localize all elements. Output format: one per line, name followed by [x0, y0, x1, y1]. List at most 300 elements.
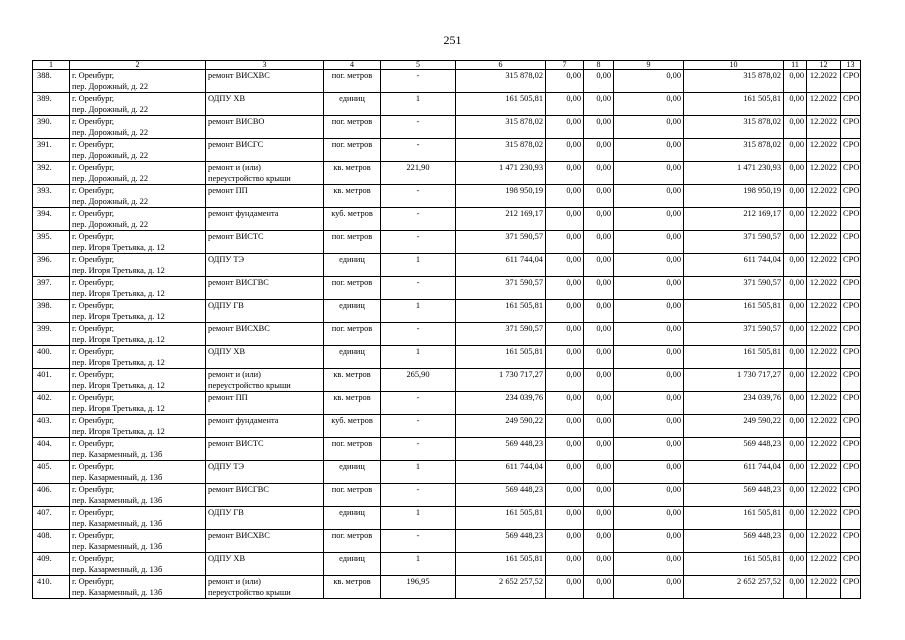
cost-cell: 0,00 [584, 139, 614, 162]
work-type-line-1: ремонт ВИСТС [208, 439, 264, 448]
volume-cell: 1 [381, 346, 456, 369]
unit-cell: куб. метров [324, 415, 381, 438]
cost-cell: 0,00 [784, 369, 807, 392]
method-cell: СРО [841, 553, 861, 576]
cost-cell: 0,00 [584, 162, 614, 185]
unit-cell: пог. метров [324, 139, 381, 162]
cost-cell: 0,00 [784, 208, 807, 231]
deadline-cell: 12.2022 [807, 208, 841, 231]
method-cell: СРО [841, 208, 861, 231]
row-number-cell: 391. [33, 139, 70, 162]
address-cell [70, 553, 206, 576]
table-row [33, 507, 861, 530]
address-cell [70, 231, 206, 254]
unit-cell: единиц [324, 300, 381, 323]
row-number-cell: 407. [33, 507, 70, 530]
method-cell: СРО [841, 139, 861, 162]
work-type-cell [206, 116, 324, 139]
volume-cell: 221,90 [381, 162, 456, 185]
method-cell: СРО [841, 323, 861, 346]
method-cell: СРО [841, 369, 861, 392]
method-cell: СРО [841, 576, 861, 599]
cost-cell: 0,00 [614, 461, 684, 484]
fund-cost-cell: 315 878,02 [684, 139, 784, 162]
cost-cell: 0,00 [584, 185, 614, 208]
cost-cell: 0,00 [546, 461, 584, 484]
address-line-1: г. Оренбург, [72, 439, 115, 448]
method-cell: СРО [841, 254, 861, 277]
cost-cell: 0,00 [546, 438, 584, 461]
table-row [33, 139, 861, 162]
address-line-2: пер. Казарменный, д. 13б [72, 450, 163, 459]
cost-cell: 0,00 [784, 507, 807, 530]
volume-cell: - [381, 116, 456, 139]
cost-cell: 0,00 [546, 346, 584, 369]
cost-cell: 0,00 [584, 553, 614, 576]
address-line-2: пер. Игоря Третьяка, д. 12 [72, 381, 165, 390]
cost-cell: 0,00 [546, 300, 584, 323]
work-type-line-1: ОДПУ ХВ [208, 347, 246, 356]
work-type-cell [206, 415, 324, 438]
total-cost-cell: 161 505,81 [456, 507, 546, 530]
cost-cell: 0,00 [546, 254, 584, 277]
header-cell: 6 [456, 61, 546, 70]
header-cell: 5 [381, 61, 456, 70]
address-line-1: г. Оренбург, [72, 393, 115, 402]
total-cost-cell: 315 878,02 [456, 116, 546, 139]
address-line-1: г. Оренбург, [72, 577, 115, 586]
address-line-2: пер. Игоря Третьяка, д. 12 [72, 404, 165, 413]
cost-cell: 0,00 [546, 162, 584, 185]
work-type-cell [206, 576, 324, 599]
volume-cell: - [381, 323, 456, 346]
total-cost-cell: 2 652 257,52 [456, 576, 546, 599]
fund-cost-cell: 161 505,81 [684, 507, 784, 530]
cost-cell: 0,00 [784, 139, 807, 162]
work-type-line-1: ремонт ПП [208, 393, 248, 402]
cost-cell: 0,00 [784, 300, 807, 323]
address-cell [70, 185, 206, 208]
volume-cell: - [381, 231, 456, 254]
deadline-cell: 12.2022 [807, 392, 841, 415]
total-cost-cell: 569 448,23 [456, 484, 546, 507]
header-cell: 8 [584, 61, 614, 70]
address-line-2: пер. Игоря Третьяка, д. 12 [72, 358, 165, 367]
method-cell: СРО [841, 530, 861, 553]
table-row [33, 277, 861, 300]
cost-cell: 0,00 [614, 323, 684, 346]
unit-cell: пог. метров [324, 530, 381, 553]
row-number-cell: 389. [33, 93, 70, 116]
work-type-cell [206, 162, 324, 185]
fund-cost-cell: 611 744,04 [684, 461, 784, 484]
deadline-cell: 12.2022 [807, 530, 841, 553]
table-row [33, 576, 861, 599]
row-number-cell: 400. [33, 346, 70, 369]
cost-cell: 0,00 [546, 139, 584, 162]
cost-cell: 0,00 [614, 208, 684, 231]
address-line-1: г. Оренбург, [72, 554, 115, 563]
table-row [33, 70, 861, 93]
work-type-cell [206, 277, 324, 300]
cost-cell: 0,00 [584, 392, 614, 415]
cost-cell: 0,00 [546, 323, 584, 346]
address-line-2: пер. Дорожный, д. 22 [72, 128, 149, 137]
cost-cell: 0,00 [614, 93, 684, 116]
unit-cell: кв. метров [324, 369, 381, 392]
cost-cell: 0,00 [584, 277, 614, 300]
cost-cell: 0,00 [784, 70, 807, 93]
address-cell [70, 116, 206, 139]
cost-cell: 0,00 [584, 438, 614, 461]
deadline-cell: 12.2022 [807, 231, 841, 254]
address-line-2: пер. Игоря Третьяка, д. 12 [72, 266, 165, 275]
work-type-line-1: ремонт ВИСТС [208, 232, 264, 241]
work-type-cell [206, 70, 324, 93]
address-line-1: г. Оренбург, [72, 117, 115, 126]
deadline-cell: 12.2022 [807, 139, 841, 162]
unit-cell: единиц [324, 346, 381, 369]
address-line-1: г. Оренбург, [72, 347, 115, 356]
work-type-line-1: ремонт ВИСХВС [208, 531, 270, 540]
cost-cell: 0,00 [614, 139, 684, 162]
cost-cell: 0,00 [546, 415, 584, 438]
cost-cell: 0,00 [784, 438, 807, 461]
table-row [33, 553, 861, 576]
work-type-cell [206, 254, 324, 277]
cost-cell: 0,00 [784, 392, 807, 415]
total-cost-cell: 161 505,81 [456, 346, 546, 369]
address-line-1: г. Оренбург, [72, 416, 115, 425]
cost-cell: 0,00 [784, 231, 807, 254]
cost-cell: 0,00 [784, 116, 807, 139]
fund-cost-cell: 161 505,81 [684, 346, 784, 369]
method-cell: СРО [841, 415, 861, 438]
cost-cell: 0,00 [546, 484, 584, 507]
total-cost-cell: 161 505,81 [456, 553, 546, 576]
header-cell: 9 [614, 61, 684, 70]
cost-cell: 0,00 [614, 438, 684, 461]
address-line-2: пер. Казарменный, д. 13б [72, 588, 163, 597]
deadline-cell: 12.2022 [807, 461, 841, 484]
row-number-cell: 395. [33, 231, 70, 254]
cost-cell: 0,00 [614, 162, 684, 185]
address-cell [70, 507, 206, 530]
total-cost-cell: 315 878,02 [456, 70, 546, 93]
address-line-2: пер. Дорожный, д. 22 [72, 105, 149, 114]
cost-cell: 0,00 [546, 530, 584, 553]
address-line-2: пер. Дорожный, д. 22 [72, 220, 149, 229]
work-type-line-2: переустройство крыши [208, 588, 291, 597]
address-cell [70, 139, 206, 162]
deadline-cell: 12.2022 [807, 300, 841, 323]
work-type-cell [206, 346, 324, 369]
work-type-cell [206, 139, 324, 162]
cost-cell: 0,00 [584, 231, 614, 254]
address-line-1: г. Оренбург, [72, 163, 115, 172]
fund-cost-cell: 249 590,22 [684, 415, 784, 438]
deadline-cell: 12.2022 [807, 484, 841, 507]
address-cell [70, 254, 206, 277]
deadline-cell: 12.2022 [807, 415, 841, 438]
total-cost-cell: 611 744,04 [456, 461, 546, 484]
cost-cell: 0,00 [584, 484, 614, 507]
table-row [33, 369, 861, 392]
unit-cell: единиц [324, 553, 381, 576]
volume-cell: 1 [381, 507, 456, 530]
method-cell: СРО [841, 392, 861, 415]
deadline-cell: 12.2022 [807, 346, 841, 369]
address-line-2: пер. Дорожный, д. 22 [72, 151, 149, 160]
volume-cell: 1 [381, 93, 456, 116]
work-type-line-1: ОДПУ ТЭ [208, 255, 245, 264]
header-cell: 10 [684, 61, 784, 70]
cost-cell: 0,00 [614, 185, 684, 208]
method-cell: СРО [841, 300, 861, 323]
table-row [33, 392, 861, 415]
cost-cell: 0,00 [546, 93, 584, 116]
address-cell [70, 162, 206, 185]
work-type-line-1: ремонт ВИСХВС [208, 71, 270, 80]
fund-cost-cell: 161 505,81 [684, 93, 784, 116]
address-line-2: пер. Казарменный, д. 13б [72, 542, 163, 551]
cost-cell: 0,00 [784, 553, 807, 576]
header-cell: 13 [841, 61, 861, 70]
repair-program-table [32, 60, 861, 599]
fund-cost-cell: 315 878,02 [684, 70, 784, 93]
row-number-cell: 390. [33, 116, 70, 139]
work-type-line-1: ремонт фундамента [208, 209, 279, 218]
work-type-cell [206, 185, 324, 208]
method-cell: СРО [841, 185, 861, 208]
address-line-2: пер. Казарменный, д. 13б [72, 496, 163, 505]
volume-cell: 265,90 [381, 369, 456, 392]
address-line-2: пер. Дорожный, д. 22 [72, 174, 149, 183]
method-cell: СРО [841, 438, 861, 461]
work-type-cell [206, 507, 324, 530]
cost-cell: 0,00 [784, 484, 807, 507]
cost-cell: 0,00 [584, 415, 614, 438]
cost-cell: 0,00 [784, 185, 807, 208]
cost-cell: 0,00 [584, 93, 614, 116]
total-cost-cell: 371 590,57 [456, 323, 546, 346]
volume-cell: 1 [381, 553, 456, 576]
cost-cell: 0,00 [614, 484, 684, 507]
deadline-cell: 12.2022 [807, 116, 841, 139]
cost-cell: 0,00 [614, 70, 684, 93]
row-number-cell: 394. [33, 208, 70, 231]
cost-cell: 0,00 [784, 346, 807, 369]
fund-cost-cell: 212 169,17 [684, 208, 784, 231]
cost-cell: 0,00 [546, 208, 584, 231]
address-line-2: пер. Дорожный, д. 22 [72, 197, 149, 206]
cost-cell: 0,00 [546, 70, 584, 93]
cost-cell: 0,00 [614, 415, 684, 438]
address-line-1: г. Оренбург, [72, 232, 115, 241]
cost-cell: 0,00 [784, 277, 807, 300]
cost-cell: 0,00 [784, 576, 807, 599]
unit-cell: единиц [324, 93, 381, 116]
method-cell: СРО [841, 507, 861, 530]
address-line-1: г. Оренбург, [72, 508, 115, 517]
cost-cell: 0,00 [584, 116, 614, 139]
address-line-1: г. Оренбург, [72, 140, 115, 149]
work-type-line-1: ремонт ВИСГВС [208, 278, 269, 287]
method-cell: СРО [841, 116, 861, 139]
work-type-line-2: переустройство крыши [208, 174, 291, 183]
work-type-line-1: ремонт фундамента [208, 416, 279, 425]
work-type-cell [206, 300, 324, 323]
fund-cost-cell: 1 471 230,93 [684, 162, 784, 185]
table-row [33, 116, 861, 139]
address-line-1: г. Оренбург, [72, 462, 115, 471]
unit-cell: единиц [324, 254, 381, 277]
unit-cell: пог. метров [324, 438, 381, 461]
unit-cell: пог. метров [324, 323, 381, 346]
work-type-line-1: ремонт и (или) [208, 370, 261, 379]
cost-cell: 0,00 [784, 323, 807, 346]
fund-cost-cell: 198 950,19 [684, 185, 784, 208]
deadline-cell: 12.2022 [807, 277, 841, 300]
work-type-cell [206, 93, 324, 116]
unit-cell: пог. метров [324, 484, 381, 507]
cost-cell: 0,00 [784, 93, 807, 116]
table-row [33, 185, 861, 208]
total-cost-cell: 234 039,76 [456, 392, 546, 415]
table-row [33, 300, 861, 323]
work-type-line-1: ремонт ВИСГВС [208, 485, 269, 494]
method-cell: СРО [841, 346, 861, 369]
cost-cell: 0,00 [546, 369, 584, 392]
cost-cell: 0,00 [784, 254, 807, 277]
method-cell: СРО [841, 484, 861, 507]
deadline-cell: 12.2022 [807, 323, 841, 346]
address-cell [70, 300, 206, 323]
total-cost-cell: 212 169,17 [456, 208, 546, 231]
cost-cell: 0,00 [614, 553, 684, 576]
header-cell: 4 [324, 61, 381, 70]
total-cost-cell: 1 730 717,27 [456, 369, 546, 392]
row-number-cell: 399. [33, 323, 70, 346]
fund-cost-cell: 611 744,04 [684, 254, 784, 277]
unit-cell: куб. метров [324, 208, 381, 231]
fund-cost-cell: 315 878,02 [684, 116, 784, 139]
volume-cell: - [381, 438, 456, 461]
deadline-cell: 12.2022 [807, 438, 841, 461]
address-cell [70, 323, 206, 346]
unit-cell: пог. метров [324, 70, 381, 93]
work-type-line-1: ОДПУ ГВ [208, 301, 244, 310]
method-cell: СРО [841, 70, 861, 93]
work-type-cell [206, 392, 324, 415]
header-cell: 3 [206, 61, 324, 70]
cost-cell: 0,00 [584, 254, 614, 277]
unit-cell: кв. метров [324, 576, 381, 599]
address-line-1: г. Оренбург, [72, 278, 115, 287]
address-line-2: пер. Игоря Третьяка, д. 12 [72, 312, 165, 321]
address-cell [70, 392, 206, 415]
cost-cell: 0,00 [614, 576, 684, 599]
address-line-1: г. Оренбург, [72, 485, 115, 494]
column-number-header-row [33, 61, 861, 70]
volume-cell: - [381, 208, 456, 231]
address-line-2: пер. Казарменный, д. 13б [72, 519, 163, 528]
unit-cell: кв. метров [324, 392, 381, 415]
cost-cell: 0,00 [614, 507, 684, 530]
method-cell: СРО [841, 162, 861, 185]
row-number-cell: 392. [33, 162, 70, 185]
table-row [33, 254, 861, 277]
row-number-cell: 393. [33, 185, 70, 208]
volume-cell: 196,95 [381, 576, 456, 599]
table-row [33, 208, 861, 231]
header-cell: 1 [33, 61, 70, 70]
fund-cost-cell: 569 448,23 [684, 438, 784, 461]
work-type-cell [206, 530, 324, 553]
address-cell [70, 93, 206, 116]
cost-cell: 0,00 [546, 231, 584, 254]
row-number-cell: 398. [33, 300, 70, 323]
cost-cell: 0,00 [784, 162, 807, 185]
fund-cost-cell: 371 590,57 [684, 231, 784, 254]
table-row [33, 93, 861, 116]
address-cell [70, 70, 206, 93]
work-type-line-1: ремонт и (или) [208, 577, 261, 586]
work-type-line-1: ремонт ВИСХВС [208, 324, 270, 333]
work-type-line-1: ремонт и (или) [208, 163, 261, 172]
address-cell [70, 346, 206, 369]
cost-cell: 0,00 [614, 277, 684, 300]
method-cell: СРО [841, 93, 861, 116]
deadline-cell: 12.2022 [807, 162, 841, 185]
cost-cell: 0,00 [784, 461, 807, 484]
work-type-line-1: ОДПУ ГВ [208, 508, 244, 517]
cost-cell: 0,00 [584, 208, 614, 231]
address-line-2: пер. Игоря Третьяка, д. 12 [72, 427, 165, 436]
address-line-2: пер. Игоря Третьяка, д. 12 [72, 289, 165, 298]
total-cost-cell: 198 950,19 [456, 185, 546, 208]
deadline-cell: 12.2022 [807, 93, 841, 116]
total-cost-cell: 371 590,57 [456, 277, 546, 300]
volume-cell: - [381, 415, 456, 438]
address-line-1: г. Оренбург, [72, 186, 115, 195]
table-row [33, 438, 861, 461]
fund-cost-cell: 569 448,23 [684, 484, 784, 507]
table-body [33, 61, 861, 599]
row-number-cell: 397. [33, 277, 70, 300]
table-row [33, 231, 861, 254]
work-type-cell [206, 484, 324, 507]
cost-cell: 0,00 [546, 576, 584, 599]
fund-cost-cell: 1 730 717,27 [684, 369, 784, 392]
work-type-line-2: переустройство крыши [208, 381, 291, 390]
work-type-cell [206, 231, 324, 254]
row-number-cell: 404. [33, 438, 70, 461]
row-number-cell: 403. [33, 415, 70, 438]
volume-cell: 1 [381, 461, 456, 484]
table-row [33, 530, 861, 553]
work-type-cell [206, 208, 324, 231]
cost-cell: 0,00 [584, 369, 614, 392]
total-cost-cell: 371 590,57 [456, 231, 546, 254]
unit-cell: пог. метров [324, 277, 381, 300]
address-line-2: пер. Дорожный, д. 22 [72, 82, 149, 91]
cost-cell: 0,00 [614, 392, 684, 415]
address-cell [70, 484, 206, 507]
method-cell: СРО [841, 231, 861, 254]
total-cost-cell: 611 744,04 [456, 254, 546, 277]
cost-cell: 0,00 [614, 369, 684, 392]
